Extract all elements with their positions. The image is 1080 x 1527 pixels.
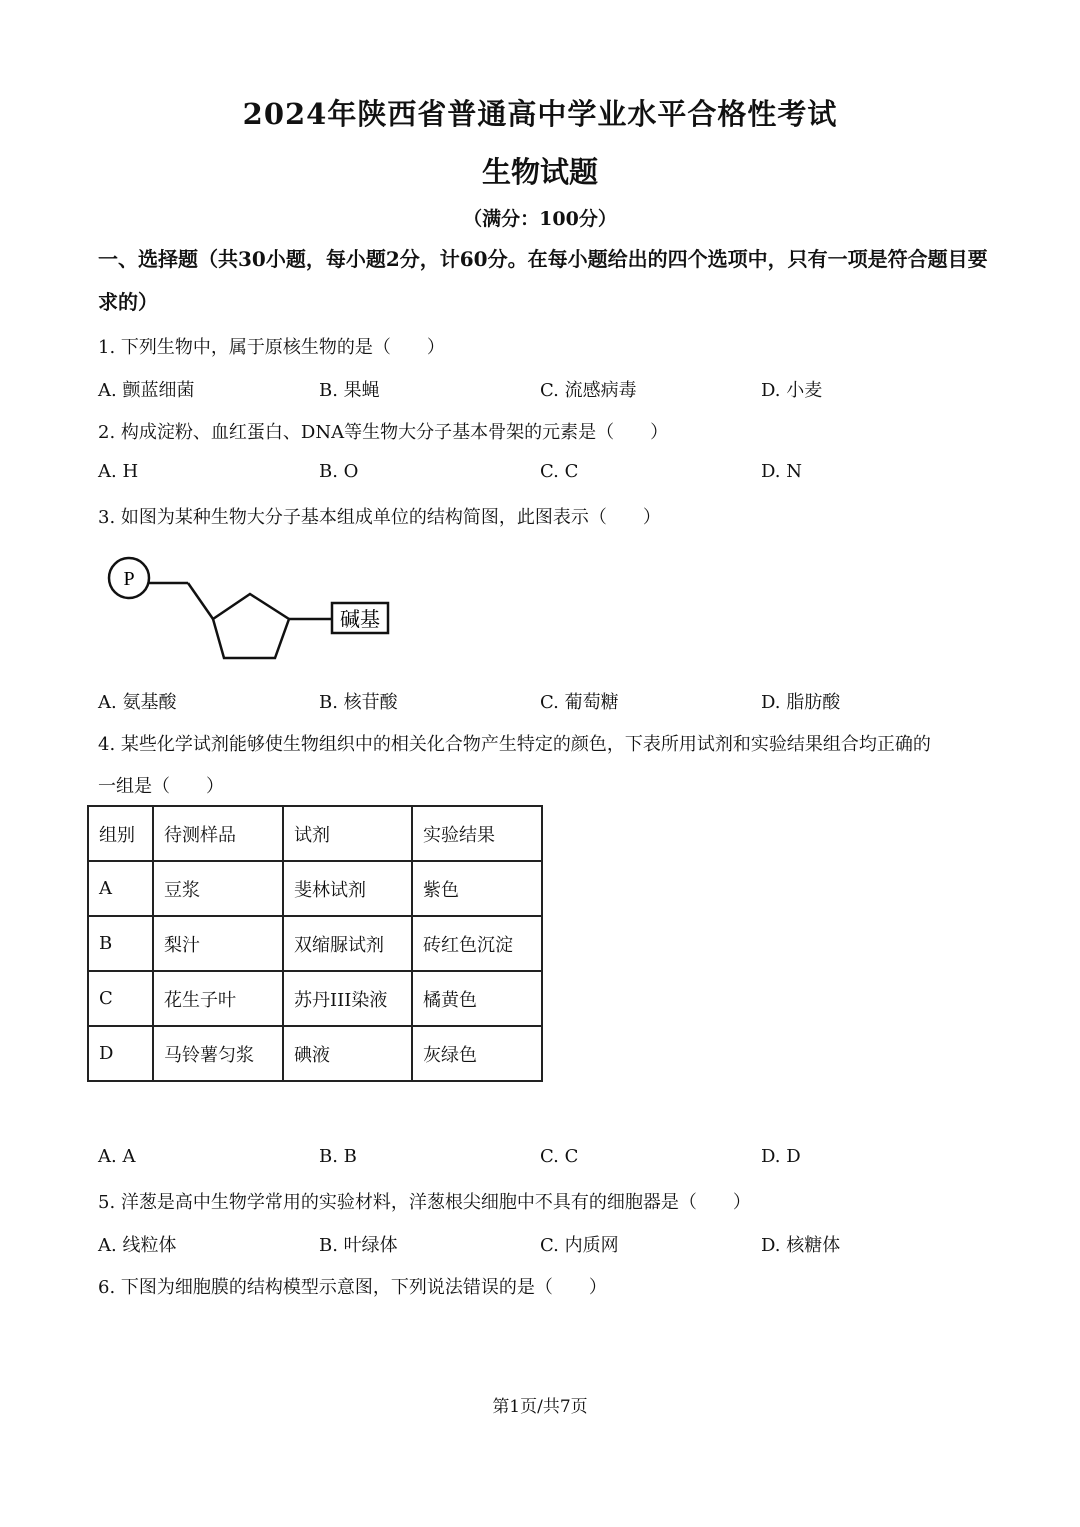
exam-title: 2024年陕西省普通高中学业水平合格性考试 bbox=[242, 97, 838, 131]
table-cell: C bbox=[88, 971, 153, 1026]
table-header-cell: 实验结果 bbox=[412, 806, 542, 861]
table-cell: 苏丹III染液 bbox=[283, 971, 412, 1026]
table-cell: 橘黄色 bbox=[412, 971, 542, 1026]
nucleotide-diagram bbox=[100, 552, 400, 667]
bond-line-2 bbox=[188, 583, 213, 619]
option-a: A. 氨基酸 bbox=[98, 692, 177, 713]
option-b: B. B bbox=[319, 1146, 357, 1167]
table-header-cell: 待测样品 bbox=[153, 806, 283, 861]
table-cell: D bbox=[88, 1026, 153, 1081]
option-a: A. 线粒体 bbox=[98, 1235, 177, 1256]
base-label: 碱基 bbox=[340, 607, 380, 631]
option-d: D. 小麦 bbox=[761, 380, 823, 401]
question-4-stem-line2: 一组是（ ） bbox=[98, 776, 224, 797]
table-cell: 砖红色沉淀 bbox=[412, 916, 542, 971]
table-cell: 梨汁 bbox=[153, 916, 283, 971]
option-d: D. N bbox=[761, 461, 802, 482]
table-cell: 灰绿色 bbox=[412, 1026, 542, 1081]
question-2-stem: 2. 构成淀粉、血红蛋白、DNA等生物大分子基本骨架的元素是（ ） bbox=[98, 422, 669, 443]
phosphate-label: P bbox=[123, 568, 135, 590]
table-cell: 双缩脲试剂 bbox=[283, 916, 412, 971]
table-cell: 斐林试剂 bbox=[283, 861, 412, 916]
question-5-options bbox=[98, 1231, 998, 1257]
table-cell: 马铃薯匀浆 bbox=[153, 1026, 283, 1081]
table-header-cell: 组别 bbox=[88, 806, 153, 861]
option-b: B. 叶绿体 bbox=[319, 1235, 398, 1256]
option-c: C. C bbox=[540, 461, 579, 482]
option-a: A. 颤蓝细菌 bbox=[98, 380, 195, 401]
question-2-options bbox=[98, 461, 998, 487]
table-cell: 花生子叶 bbox=[153, 971, 283, 1026]
option-d: D. D bbox=[761, 1146, 801, 1167]
option-b: B. 核苷酸 bbox=[319, 692, 398, 713]
table-cell: A bbox=[88, 861, 153, 916]
question-6-stem: 6. 下图为细胞膜的结构模型示意图，下列说法错误的是（ ） bbox=[98, 1277, 607, 1298]
option-b: B. 果蝇 bbox=[319, 380, 380, 401]
total-score: （满分：100分） bbox=[463, 208, 617, 230]
subject-title: 生物试题 bbox=[481, 155, 598, 189]
option-c: C. C bbox=[540, 1146, 579, 1167]
table-row bbox=[88, 1026, 542, 1081]
table-cell: 碘液 bbox=[283, 1026, 412, 1081]
table-header-cell: 试剂 bbox=[283, 806, 412, 861]
question-4-options bbox=[98, 1146, 998, 1172]
question-1-options bbox=[98, 376, 998, 402]
page-footer: 第1页/共7页 bbox=[492, 1397, 588, 1417]
table-cell: B bbox=[88, 916, 153, 971]
section-heading: 一、选择题（共30小题，每小题2分，计60分。在每小题给出的四个选项中，只有一项是符合题目要求的） bbox=[98, 247, 988, 314]
option-a: A. H bbox=[98, 461, 139, 482]
table-row bbox=[88, 971, 542, 1026]
option-a: A. A bbox=[98, 1146, 136, 1167]
question-1-stem: 1. 下列生物中，属于原核生物的是（ ） bbox=[98, 337, 445, 358]
table-row bbox=[88, 916, 542, 971]
option-c: C. 内质网 bbox=[540, 1235, 619, 1256]
table-cell: 紫色 bbox=[412, 861, 542, 916]
option-c: C. 流感病毒 bbox=[540, 380, 637, 401]
table-cell: 豆浆 bbox=[153, 861, 283, 916]
option-b: B. O bbox=[319, 461, 359, 482]
question-3-stem: 3. 如图为某种生物大分子基本组成单位的结构简图，此图表示（ ） bbox=[98, 507, 661, 528]
experiment-table bbox=[87, 805, 543, 1082]
question-4-stem-line1: 4. 某些化学试剂能够使生物组织中的相关化合物产生特定的颜色，下表所用试剂和实验结果组合均正确的 bbox=[98, 734, 931, 755]
table-row bbox=[88, 861, 542, 916]
option-d: D. 脂肪酸 bbox=[761, 692, 841, 713]
question-5-stem: 5. 洋葱是高中生物学常用的实验材料，洋葱根尖细胞中不具有的细胞器是（ ） bbox=[98, 1192, 751, 1213]
option-c: C. 葡萄糖 bbox=[540, 692, 619, 713]
option-d: D. 核糖体 bbox=[761, 1235, 841, 1256]
question-3-options bbox=[98, 688, 998, 714]
table-header-row bbox=[88, 806, 542, 861]
pentose-ring bbox=[213, 594, 289, 658]
